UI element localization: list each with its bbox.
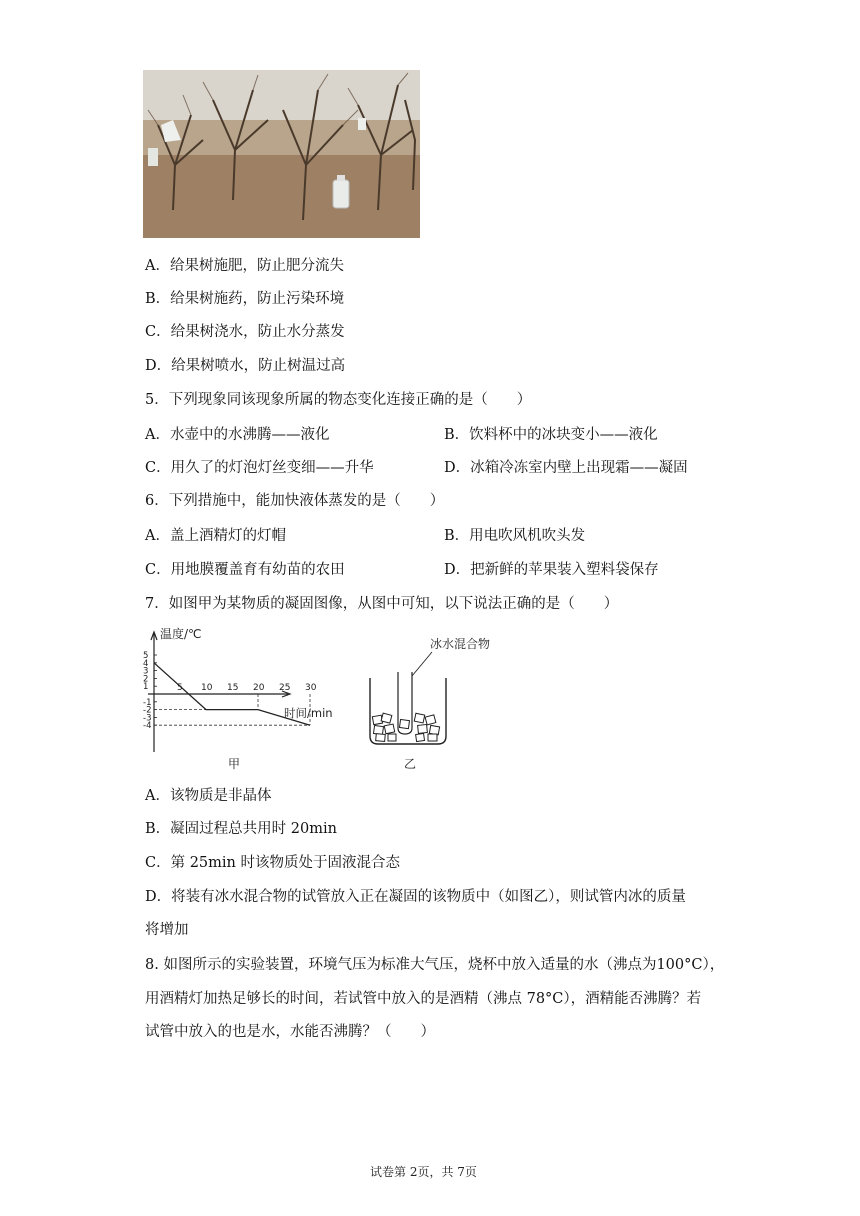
q7-option-d: D．将装有冰水混合物的试管放入正在凝固的该物质中（如图乙），则试管内冰的质量 [145, 889, 686, 905]
jia-caption: 甲 [228, 757, 241, 771]
q5-stem: 5．下列现象同该现象所属的物态变化连接正确的是（ ） [145, 392, 532, 408]
jia-y-tick-label: 3 [143, 666, 149, 677]
jia-y-tick-label: 1 [143, 682, 149, 693]
q6-option-a: A．盖上酒精灯的灯帽 [145, 528, 286, 544]
jia-x-tick-label: 30 [305, 683, 317, 693]
jia-x-tick-label: 10 [201, 683, 213, 693]
jia-y-tick-label: 5 [143, 651, 149, 661]
jia-y-tick-label: 2 [143, 674, 149, 685]
q4-option-d: D．给果树喷水，防止树温过高 [145, 358, 346, 374]
figure-yi-diagram [360, 630, 510, 775]
jia-y-axis-label: 温度/℃ [160, 627, 202, 641]
q8-line-1: 8. 如图所示的实验装置，环境气压为标准大气压，烧杯中放入适量的水（沸点为100°C）， [145, 957, 725, 973]
q4-option-b: B．给果树施药，防止污染环境 [145, 291, 345, 307]
q5-option-a: A．水壶中的水沸腾——液化 [145, 427, 330, 443]
jia-x-tick-label: 20 [253, 683, 265, 693]
q6-option-c: C．用地膜覆盖育有幼苗的农田 [145, 562, 345, 578]
q7-stem: 7．如图甲为某物质的凝固图像，从图中可知，以下说法正确的是（ ） [145, 596, 619, 612]
q8-line-3: 试管中放入的也是水，水能否沸腾？（ ） [145, 1024, 435, 1040]
jia-y-tick-label: -3 [143, 713, 152, 724]
q7-option-d-continued: 将增加 [145, 922, 189, 938]
q6-option-b: B．用电吹风机吹头发 [444, 528, 586, 544]
q7-option-c: C．第 25min 时该物质处于固液混合态 [145, 855, 400, 871]
q7-option-a: A．该物质是非晶体 [145, 788, 272, 804]
q8-line-2: 用酒精灯加热足够长的时间，若试管中放入的是酒精（沸点 78°C），酒精能否沸腾？若 [145, 991, 702, 1007]
page-footer: 试卷第 2页，共 7页 [370, 1165, 477, 1179]
q4-option-c: C．给果树浇水，防止水分蒸发 [145, 324, 345, 340]
q5-option-c: C．用久了的灯泡灯丝变细——升华 [145, 460, 374, 476]
orchard-photo [143, 70, 420, 238]
q6-stem: 6．下列措施中，能加快液体蒸发的是（ ） [145, 493, 445, 509]
orchard-illustration [143, 70, 420, 238]
figure-jia-graph [140, 622, 350, 772]
q6-option-d: D．把新鲜的苹果装入塑料袋保存 [444, 562, 659, 578]
jia-x-tick-label: 5 [177, 683, 183, 693]
yi-caption: 乙 [404, 757, 417, 771]
q4-option-a: A．给果树施肥，防止肥分流失 [145, 258, 344, 274]
jia-y-tick-label: -4 [143, 721, 152, 732]
q5-option-d: D．冰箱冷冻室内壁上出现霜——凝固 [444, 460, 688, 476]
jia-x-tick-label: 15 [227, 683, 239, 693]
q5-option-b: B．饮料杯中的冰块变小——液化 [444, 427, 658, 443]
jia-axes [148, 632, 290, 752]
jia-y-tick-label: -1 [143, 697, 152, 708]
yi-ice-cubes [372, 713, 439, 741]
q7-option-b: B．凝固过程总共用时 20min [145, 821, 337, 837]
jia-y-tick-label: 4 [143, 658, 149, 669]
yi-label: 冰水混合物 [430, 637, 491, 651]
jia-x-tick-label: 25 [279, 683, 291, 693]
jia-x-axis-label: 时间/min [284, 706, 333, 720]
jia-y-tick-label: -2 [143, 705, 152, 716]
yi-label-pointer [412, 652, 432, 676]
